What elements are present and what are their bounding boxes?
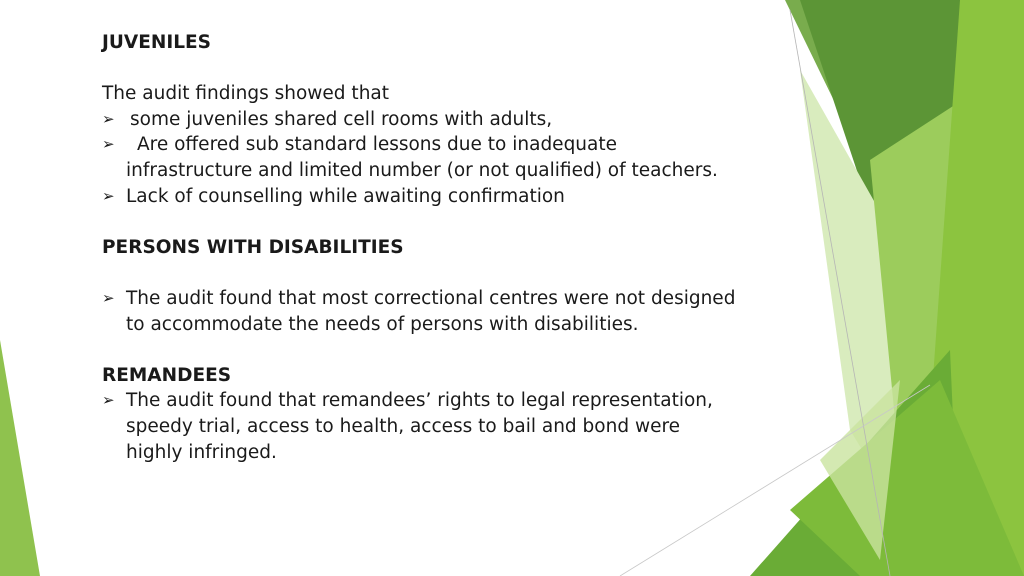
disabilities-bullet: [102, 286, 782, 312]
remandees-bullet: [102, 388, 782, 414]
juveniles-bullet-3: [102, 184, 782, 210]
left-edge-sliver: [0, 340, 40, 576]
bullet-arrow-icon: ➢: [102, 186, 115, 205]
remandees-bullet-continued-1: speedy trial, access to health, access to bail and bond were: [126, 415, 681, 437]
spacer: [102, 209, 782, 235]
slide-content: [102, 30, 782, 465]
disabilities-heading: PERSONS WITH DISABILITIES: [102, 236, 404, 258]
bullet-text: The audit found that most correctional centres were not designed: [126, 287, 736, 309]
spacer: [102, 260, 782, 286]
bullet-text: The audit found that remandees’ rights to legal representation,: [126, 390, 713, 412]
juveniles-intro: The audit findings showed that: [102, 83, 390, 105]
juveniles-bullet-1: [102, 107, 782, 133]
juveniles-bullet-2-continued: infrastructure and limited number (or not qualified) of teachers.: [126, 159, 718, 181]
bullet-text: some juveniles shared cell rooms with adults,: [130, 108, 553, 130]
remandees-heading: REMANDEES: [102, 364, 232, 386]
bullet-arrow-icon: ➢: [102, 288, 115, 307]
bullet-arrow-icon: ➢: [102, 391, 115, 410]
bullet-text: Lack of counselling while awaiting confirmation: [126, 185, 565, 207]
bullet-arrow-icon: ➢: [102, 109, 115, 128]
spacer: [102, 56, 782, 82]
bullet-text: Are offered sub standard lessons due to inadequate: [137, 134, 618, 156]
juveniles-bullet-2: [102, 132, 782, 158]
remandees-bullet-continued-2: highly infringed.: [126, 441, 277, 463]
spacer: [102, 337, 782, 363]
juveniles-heading: JUVENILES: [102, 32, 211, 53]
disabilities-bullet-continued: to accommodate the needs of persons with disabilities.: [126, 313, 639, 335]
bullet-arrow-icon: ➢: [102, 135, 115, 154]
